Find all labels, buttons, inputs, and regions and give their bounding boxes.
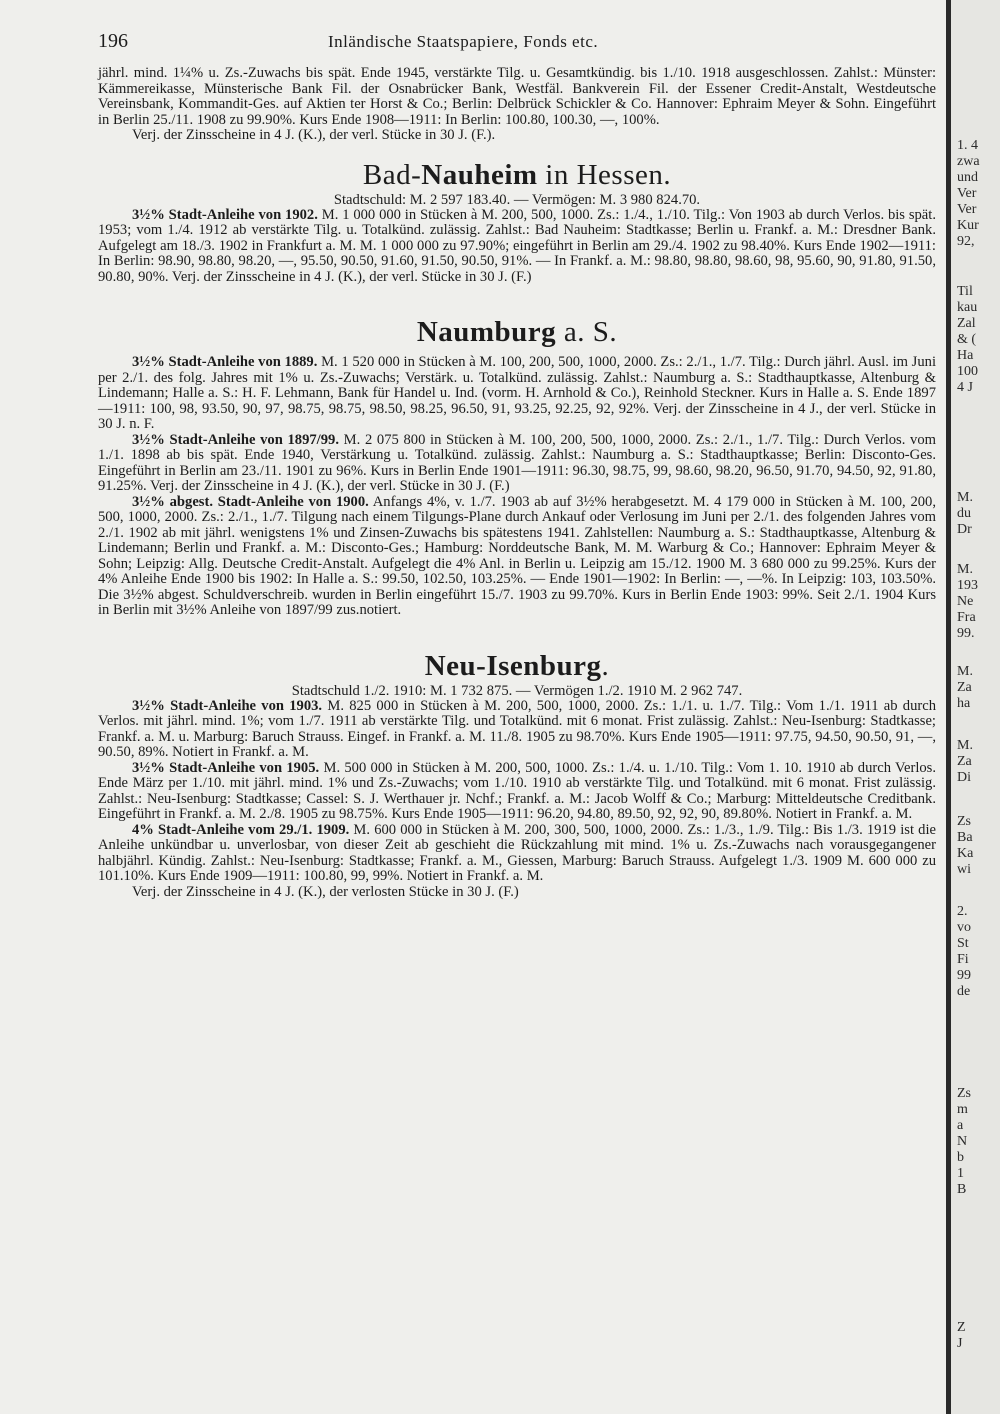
loan-text: M. 1 000 000 in Stücken à M. 200, 500, 1000. Zs.: 1./4., 1./10. Tilg.: Von 1903 ab durch Verlos. bis spät. 1953; vom 1./4. 1912 ab verstärkte Tilg. u. Totalkünd. zulässig. Zahlst.: Bad Nauheim: Stadtkasse; Berlin u. Frankf. a. M.: Dresdner Bank. Aufgelegt am 18./3. 1902 in Frankfurt a. M. M. 1 000 000 zu 97.90%; eingeführt in Berlin am 29./4. 1902 zu 98.40%. Kurs Ende 1902—1911: In Berlin: 98.90, 98.80, 98.20, —, 95.50, 90.50, 91.60, 91.50, 90.50, 91%. — In Frankf. a. M.: 98.80, 98.80, 98.60, 98, 95.60, 90, 91.80, 91.50, 90.80, 90%. Verj. der Zinsscheine in 4 J. (K.), der verl. Stücke in 30 J. (F.) [98, 206, 936, 285]
adjacent-page-fragment: Zal [957, 316, 976, 331]
adjacent-page-fragment: M. [957, 562, 973, 577]
adjacent-page-fragment: 1 [957, 1166, 964, 1181]
adjacent-page-fragment: zwa [957, 154, 980, 169]
adjacent-page-fragment: 193 [957, 578, 978, 593]
adjacent-page-fragment: 99. [957, 626, 975, 641]
loan-text: M. 2 075 800 in Stücken à M. 100, 200, 500, 1000, 2000. Zs.: 2./1., 1./7. Tilg.: Durch Verlos. vom 1./1. 1898 ab bis spät. Ende 1940, Verstärkung u. Totalkünd. zulässig. Zahlst.: Naumburg a. S.: Stadthauptkasse; Berlin: Disconto-Ges. Eingeführt in Berlin am 23./11. 1901 zu 96%. Kurs in Berlin Ende 1901—1911: 96.30, 98.75, 99, 98.60, 98.20, 96.50, 91.70, 94.50, 92, 91.80, 91.25%. Verj. der Zinsscheine in 4 J. (K.), der verl. Stücke in 30 J. (F.) [98, 431, 936, 494]
city-heading: Neu-Isenburg. [424, 649, 610, 682]
loan-text: M. 600 000 in Stücken à M. 200, 300, 500, 1000, 2000. Zs.: 1./3., 1./9. Tilg.: Bis 1./3. 1919 ist die Anleihe unkündbar u. unverlosbar, von dieser Zeit ab geschieht die Rückzahlung mit mind. 1% u. Zs.-Zuwachs nach vorausgegangener halbjährl. Kündig. Zahlst.: Neu-Isenburg: Stadtkasse; Frankf. a. M., Giessen, Marburg: Baruch Strauss. Aufgelegt 1./3. 1909 M. 600 000 zu 101.10%. Kurs Ende 1909—1911: 100.80, 99, 99%. Notiert in Frankf. a. M. [98, 821, 936, 884]
loan-entry [98, 495, 936, 619]
loan-title: 3½% abgest. Stadt-Anleihe von 1900. [132, 493, 369, 510]
running-head: Inländische Staatspapiere, Fonds etc. [328, 32, 599, 51]
adjacent-page-fragment: kau [957, 300, 978, 315]
adjacent-page-fragment: Kur [957, 218, 979, 233]
adjacent-page-fragment: Dr [957, 522, 972, 537]
adjacent-page-fragment: ha [957, 696, 971, 711]
text-column [98, 30, 936, 900]
adjacent-page-fragment: Fra [957, 610, 976, 625]
adjacent-page-fragment: St [957, 936, 969, 951]
adjacent-page-fragment: N [957, 1134, 968, 1149]
loan-text: M. 500 000 in Stücken à M. 200, 500, 1000. Zs.: 1./4. u. 1./10. Tilg.: Vom 1. 10. 1910 ab durch Verlos. Ende März per 1./10. mit jährl. mind. 1% und Zs.-Zuwachs; vom 1./10. 1910 ab verstärkte Tilg. und Totalkünd. mit 6 monat. Frist zulässig. Zahlst.: Neu-Isenburg: Stadtkasse; Cassel: S. J. Werthauer jr. Nchf.; Frankf. a. M.: Jacob Wolff & Co.; Marburg: Mitteldeutsche Creditbank. Eingeführt in Frankf. a. M. 2./8. 1905 zu 98.75%. Kurs Ende 1905—1911: 96.20, 94.80, 89.50, 92, 92, 90, 89.80%. Notiert in Frankf. a. M. [98, 759, 936, 822]
intro-verjaehrung: Verj. der Zinsscheine in 4 J. (K.), der verl. Stücke in 30 J. (F.). [132, 127, 496, 143]
adjacent-page-fragment: Ne [957, 594, 974, 609]
loan-title: 4% Stadt-Anleihe vom 29./1. 1909. [132, 821, 350, 838]
section-bad-nauheim [98, 158, 936, 286]
loan-title: 3½% Stadt-Anleihe von 1897/99. [132, 431, 339, 448]
loan-entry [98, 699, 936, 761]
adjacent-page-fragment: Ha [957, 348, 974, 363]
adjacent-page-fragment: Ba [957, 830, 973, 845]
adjacent-page-fragment: Ka [957, 846, 974, 861]
page-header [98, 30, 936, 66]
adjacent-page-fragment: & ( [957, 332, 977, 347]
loan-entry [98, 208, 936, 286]
section-naumburg [98, 315, 936, 619]
adjacent-page-fragment: 4 J [957, 380, 973, 395]
adjacent-page-fragment: Fi [957, 952, 969, 967]
adjacent-page-fragment: Zs [957, 1086, 971, 1101]
intro-paragraph: jährl. mind. 1¼% u. Zs.-Zuwachs bis spät. Ende 1945, verstärkte Tilg. u. Gesamtkündig. bis 1./10. 1918 ausgeschlossen. Zahlst.: Münster: Kämmereikasse, Münsterische Bank Fil. der Osnabrücker Bank, Westfäl. Bankverein Fil. der Essener Credit-Anstalt, Westdeutsche Vereinsbank, Kommandit-Ges. auf Aktien ter Horst & Co.; Berlin: Delbrück Schickler & Co. Hannover: Ephraim Meyer & Sohn. Eingeführt in Berlin 25./11. 1908 zu 99.90%. Kurs Ende 1908—1911: In Berlin: 100.80, 100.30, —, 100%. [98, 65, 936, 128]
adjacent-page-fragment: B [957, 1182, 967, 1197]
adjacent-page-fragment: a [957, 1118, 964, 1133]
adjacent-page-fragment: 92, [957, 234, 975, 249]
loan-title: 3½% Stadt-Anleihe von 1903. [132, 697, 323, 714]
adjacent-page-fragment: 100 [957, 364, 978, 379]
adjacent-page-fragment: M. [957, 738, 973, 753]
adjacent-page-fragment: J [957, 1336, 963, 1351]
adjacent-page-fragment: Til [957, 284, 973, 299]
loan-text: M. 825 000 in Stücken à M. 200, 500, 1000, 2000. Zs.: 1./1. u. 1./7. Tilg.: Vom 1./1. 1911 ab durch Verlos. mit jährl. mind. 1%; vom 1./7. 1911 ab verstärkte Tilg. und Totalkünd. mit 6 monat. Frist zulässig. Zahlst.: Neu-Isenburg: Stadtkasse; Frankf. a. M. u. Marburg: Baruch Strauss. Eingef. in Frankf. a. M. 11./8. 1905 zu 98.70%. Kurs Ende 1905—1911: 97.75, 94.50, 90.50, 91, —, 90.50, 89%. Notiert in Frankf. a. M. [98, 697, 936, 760]
adjacent-page-fragment: 1. 4 [957, 138, 978, 153]
adjacent-page-fragment: Za [957, 680, 972, 695]
city-subline: Stadtschuld: M. 2 597 183.40. — Vermögen: M. 3 980 824.70. [333, 191, 701, 208]
city-heading: Bad-Nauheim in Hessen. [362, 158, 672, 191]
city-subline: Stadtschuld 1./2. 1910: M. 1 732 875. — Vermögen 1./2. 1910 M. 2 962 747. [291, 682, 743, 699]
adjacent-page-fragment: Zs [957, 814, 971, 829]
loan-title: 3½% Stadt-Anleihe von 1905. [132, 759, 320, 776]
adjacent-page-fragment: M. [957, 490, 973, 505]
adjacent-page-fragment: m [957, 1102, 968, 1117]
adjacent-page-fragment: Di [957, 770, 971, 785]
loan-title: 3½% Stadt-Anleihe von 1902. [132, 206, 318, 223]
loan-entry [98, 823, 936, 885]
loan-title: 3½% Stadt-Anleihe von 1889. [132, 354, 318, 370]
adjacent-page-fragment: 99 [957, 968, 971, 983]
adjacent-page-fragment: M. [957, 664, 973, 679]
adjacent-page-fragment: Ver [957, 202, 977, 217]
adjacent-page-fragment: wi [957, 862, 971, 877]
loan-entry [98, 761, 936, 823]
loan-text: Anfangs 4%, v. 1./7. 1903 ab auf 3½% herabgesetzt. M. 4 179 000 in Stücken à M. 100, 200, 500, 1000, 2000. Zs.: 2./1., 1./7. Tilgung nach einem Tilgungs-Plane durch Ankauf oder Verlosung im Juni per 2./1. des folgenden Jahres vom 2./1. 1902 ab mit jährl. wenigstens 1% und Zinsen-Zuwachs bis spätestens 1941. Zahlstellen: Naumburg a. S.: Stadthauptkasse, Altenburg & Lindemann; Berlin und Frankf. a. M.: Disconto-Ges.; Hamburg: Norddeutsche Bank, M. M. Warburg & Co.; Hannover: Ephraim Meyer & Sohn; Leipzig: Allg. Deutsche Credit-Anstalt. Aufgelegt die 4% Anl. in Berlin u. Leipzig am 15./12. 1900 M. 3 680 000 zu 99.25%. Kurs der 4% Anleihe Ende 1900 bis 1902: In Halle a. S.: 99.50, 102.50, 103.25%. — Ende 1901—1902: In Berlin: —, —%. In Leipzig: 103, 103.50%. Die 3½% abgest. Schuldverschreib. wurden in Berlin eingeführt 15./7. 1903 zu 99.70%. Kurs in Berlin Ende 1903: 99%. Seit 2./1. 1904 Kurs in Berlin mit 3½% Anleihe von 1897/99 zus.notiert. [98, 493, 936, 618]
adjacent-page-fragment: b [957, 1150, 964, 1165]
city-heading: Naumburg a. S. [416, 316, 618, 348]
adjacent-page-fragment: du [957, 506, 971, 521]
adjacent-page-fragment: Ver [957, 186, 977, 201]
adjacent-page-fragment: und [957, 170, 978, 185]
loan-text: M. 1 520 000 in Stücken à M. 100, 200, 500, 1000, 2000. Zs.: 2./1., 1./7. Tilg.: Durch jährl. Ausl. im Juni per 2./1. des folg. Jahres mit 1% u. Zs.-Zuwachs; Verstärk. u. Totalkünd. zulässig. Zahlst.: Naumburg a. S.: Stadthauptkasse, Altenburg & Lindemann; Halle a. S.: H. F. Lehmann, Bank für Handel u. Ind. (vorm. H. Arnhold & Co.), Reinhold Steckner. Kurs in Halle a. S. Ende 1897—1911: 100, 98, 93.50, 90, 97, 98.75, 98.75, 98.50, 98.25, 96.50, 91, 93.25, 92.25, 92, 92%. Verj. der Zinsscheine in 4 J., der verl. Stücke in 30 J. n. F. [98, 354, 936, 432]
page-number: 196 [98, 30, 128, 52]
adjacent-page-fragment: de [957, 984, 971, 999]
section-neu-isenburg [98, 649, 936, 901]
closing-verjaehrung: Verj. der Zinsscheine in 4 J. (K.), der verlosten Stücke in 30 J. (F.) [132, 883, 519, 900]
loan-entry [98, 355, 936, 433]
adjacent-page-fragment: Z [957, 1320, 966, 1335]
adjacent-page-fragment: vo [957, 920, 971, 935]
adjacent-page-fragment: 2. [957, 904, 968, 919]
adjacent-page-edge [951, 0, 1000, 1414]
adjacent-page-fragment: Za [957, 754, 972, 769]
loan-entry [98, 433, 936, 495]
